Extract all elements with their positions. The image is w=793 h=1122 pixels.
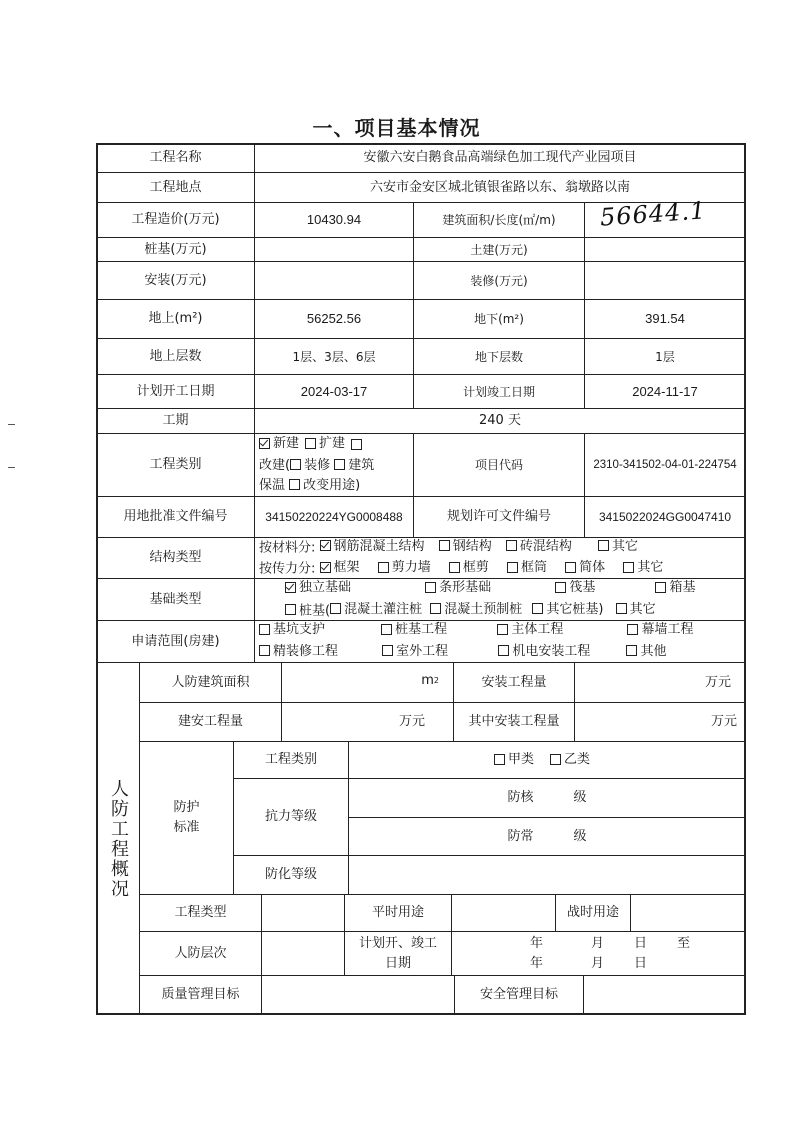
cd-type-a-option[interactable]: 甲类 xyxy=(494,750,534,770)
floors-above-label: 地上层数 xyxy=(96,338,255,375)
category-decor-label: 装修 xyxy=(304,457,331,473)
struct-steel-option[interactable]: 钢结构 xyxy=(439,537,492,557)
land-label: 用地批准文件编号 xyxy=(96,496,255,538)
pile-value xyxy=(254,237,414,262)
checkbox-icon[interactable] xyxy=(565,562,576,573)
cd-layers-label: 人防层次 xyxy=(139,931,262,976)
category-insul-label-a: 建筑 xyxy=(348,457,375,473)
cd-protect-label: 防护 标准 xyxy=(139,741,234,895)
civil-label: 土建(万元) xyxy=(413,237,585,262)
page-title: 一、项目基本情况 xyxy=(312,116,481,140)
struct-force-prefix: 按传力分: xyxy=(259,561,316,577)
floors-below-label: 地下层数 xyxy=(413,338,585,375)
checkbox-icon[interactable] xyxy=(506,540,517,551)
handwritten-area: 56644.1 xyxy=(599,196,708,232)
above-value: 56252.56 xyxy=(254,299,414,339)
pile-label: 桩基(万元) xyxy=(96,237,255,262)
scope-other-option[interactable]: 其他 xyxy=(626,642,666,662)
cd-peace-use-value xyxy=(451,894,556,932)
cost-label: 工程造价(万元) xyxy=(96,202,255,238)
found-options xyxy=(254,578,746,621)
cd-sub-install-unit: 万元 xyxy=(574,702,746,742)
cd-chem-value xyxy=(348,855,746,895)
checkbox-checked-icon[interactable] xyxy=(320,562,331,573)
checkbox-icon[interactable] xyxy=(532,603,543,614)
checkbox-icon[interactable] xyxy=(382,645,393,656)
margin-mark xyxy=(8,424,15,425)
checkbox-icon[interactable] xyxy=(555,582,566,593)
checkbox-icon[interactable] xyxy=(289,479,300,490)
category-expand-option[interactable]: 扩建 xyxy=(305,434,345,454)
found-precast-option[interactable]: 混凝土预制桩 xyxy=(430,600,522,620)
code-value: 2310-341502-04-01-224754 xyxy=(584,433,746,497)
checkbox-icon[interactable] xyxy=(430,603,441,614)
cd-type-options xyxy=(348,741,746,779)
category-insul-label-b: 保温 xyxy=(259,477,286,493)
checkbox-icon[interactable] xyxy=(285,604,296,615)
plan-label: 规划许可文件编号 xyxy=(413,496,585,538)
cd-nuclear-unit: 级 xyxy=(573,790,587,805)
checkbox-icon[interactable] xyxy=(497,624,508,635)
struct-tube-option[interactable]: 简体 xyxy=(565,558,605,578)
end-value: 2024-11-17 xyxy=(584,374,746,409)
cd-build-label: 建安工程量 xyxy=(139,702,282,742)
cd-quality-value xyxy=(261,975,455,1015)
start-label: 计划开工日期 xyxy=(96,374,255,409)
cd-type-b-option[interactable]: 乙类 xyxy=(550,750,590,770)
name-label: 工程名称 xyxy=(96,143,255,173)
site-label: 工程地点 xyxy=(96,172,255,203)
found-raft-option[interactable]: 筏基 xyxy=(555,578,595,598)
checkbox-icon[interactable] xyxy=(449,562,460,573)
checkbox-icon[interactable] xyxy=(498,645,509,656)
found-otherpile-option[interactable]: 其它桩基) xyxy=(532,600,603,620)
cd-safety-label: 安全管理目标 xyxy=(454,975,584,1015)
category-reno-label: 改建( xyxy=(259,457,291,473)
category-label: 工程类别 xyxy=(96,433,255,497)
category-options xyxy=(254,433,414,497)
struct-frame-option[interactable]: 框架 xyxy=(320,558,360,578)
checkbox-checked-icon[interactable] xyxy=(259,438,270,449)
floors-below-value: 1层 xyxy=(584,338,746,375)
install-value xyxy=(254,261,414,300)
checkbox-icon[interactable] xyxy=(351,439,362,450)
struct-shearwall-option[interactable]: 剪力墙 xyxy=(378,558,431,578)
code-label: 项目代码 xyxy=(413,433,585,497)
decor-value xyxy=(584,261,746,300)
scope-finish-option[interactable]: 精装修工程 xyxy=(259,642,338,662)
scope-options xyxy=(254,620,746,663)
cd-war-use-value xyxy=(630,894,746,932)
land-value: 34150220224YG0008488 xyxy=(254,496,414,538)
cd-proj-type-value xyxy=(261,894,345,932)
found-cast-option[interactable]: 混凝土灌注桩 xyxy=(330,600,422,620)
checkbox-icon[interactable] xyxy=(381,624,392,635)
cd-nuclear-label: 防核 xyxy=(507,790,534,805)
checkbox-icon[interactable] xyxy=(378,562,389,573)
checkbox-icon[interactable] xyxy=(259,624,270,635)
start-value: 2024-03-17 xyxy=(254,374,414,409)
cost-value: 10430.94 xyxy=(254,202,414,238)
cd-resist-label: 抗力等级 xyxy=(233,778,349,856)
cd-nuclear-row xyxy=(348,778,746,818)
found-isolated-option[interactable]: 独立基础 xyxy=(285,578,351,598)
struct-frameshear-option[interactable]: 框剪 xyxy=(449,558,489,578)
cd-build-unit: 万元 xyxy=(281,702,454,742)
checkbox-icon[interactable] xyxy=(627,624,638,635)
install-label: 安装(万元) xyxy=(96,261,255,300)
scope-outdoor-option[interactable]: 室外工程 xyxy=(382,642,448,662)
scope-label: 申请范围(房建) xyxy=(96,620,255,663)
scope-mep-option[interactable]: 机电安装工程 xyxy=(498,642,590,662)
checkbox-icon[interactable] xyxy=(334,459,345,470)
category-new-option[interactable]: 新建 xyxy=(259,434,299,454)
checkbox-icon[interactable] xyxy=(290,459,301,470)
cd-type-label: 工程类别 xyxy=(233,741,349,779)
struct-other-option[interactable]: 其它 xyxy=(598,537,638,557)
name-value: 安徽六安白鹅食品高端绿色加工现代产业园项目 xyxy=(254,143,746,173)
cd-area-unit: m 2 xyxy=(281,662,454,703)
found-pile-label: 桩基( xyxy=(299,603,331,618)
checkbox-icon[interactable] xyxy=(507,562,518,573)
struct-material-prefix: 按材料分: xyxy=(259,540,316,555)
cd-install-label: 安装工程量 xyxy=(453,662,575,703)
struct-label: 结构类型 xyxy=(96,537,255,579)
end-label: 计划竣工日期 xyxy=(413,374,585,409)
checkbox-icon[interactable] xyxy=(330,603,341,614)
cd-safety-value xyxy=(583,975,746,1015)
found-strip-option[interactable]: 条形基础 xyxy=(425,578,491,598)
cd-conventional-unit: 级 xyxy=(573,828,587,844)
cd-layers-value xyxy=(261,931,345,976)
scope-curtain-option[interactable]: 幕墙工程 xyxy=(627,620,693,640)
period-label: 工期 xyxy=(96,408,255,434)
cd-conventional-row xyxy=(348,817,746,856)
margin-mark xyxy=(8,467,15,468)
cd-quality-label: 质量管理目标 xyxy=(139,975,262,1015)
below-label: 地下(m²) xyxy=(413,299,585,339)
scope-pile-option[interactable]: 桩基工程 xyxy=(381,620,447,640)
checkbox-icon[interactable] xyxy=(655,582,666,593)
struct-options xyxy=(254,537,746,579)
cd-install-unit: 万元 xyxy=(574,662,746,703)
site-value: 六安市金安区城北镇银雀路以东、翁墩路以南 xyxy=(254,172,746,203)
found-label: 基础类型 xyxy=(96,578,255,621)
found-box-option[interactable]: 箱基 xyxy=(655,578,695,598)
civil-defense-section-label: 人防工程概况 xyxy=(96,662,140,1015)
below-value: 391.54 xyxy=(584,299,746,339)
cd-conventional-label: 防常 xyxy=(507,828,534,844)
struct-force-other-option[interactable]: 其它 xyxy=(623,558,663,578)
cd-sub-install-label: 其中安装工程量 xyxy=(453,702,575,742)
cd-war-use-label: 战时用途 xyxy=(555,894,631,932)
checkbox-icon[interactable] xyxy=(259,645,270,656)
checkbox-icon[interactable] xyxy=(425,582,436,593)
checkbox-icon[interactable] xyxy=(626,645,637,656)
scope-main-option[interactable]: 主体工程 xyxy=(497,620,563,640)
scope-excavation-option[interactable]: 基坑支护 xyxy=(259,620,325,640)
checkbox-icon[interactable] xyxy=(598,540,609,551)
checkbox-icon[interactable] xyxy=(623,562,634,573)
checkbox-icon[interactable] xyxy=(439,540,450,551)
cd-chem-label: 防化等级 xyxy=(233,855,349,895)
struct-brick-option[interactable]: 砖混结构 xyxy=(506,537,572,557)
above-label: 地上(m²) xyxy=(96,299,255,339)
checkbox-icon[interactable] xyxy=(616,603,627,614)
decor-label: 装修(万元) xyxy=(413,261,585,300)
checkbox-icon[interactable] xyxy=(494,754,505,765)
floors-above-value: 1层、3层、6层 xyxy=(254,338,414,375)
checkbox-icon[interactable] xyxy=(550,754,561,765)
civil-value xyxy=(584,237,746,262)
found-other-option[interactable]: 其它 xyxy=(616,600,656,620)
cd-dates-label: 计划开、竣工 日期 xyxy=(344,931,452,976)
cd-peace-use-label: 平时用途 xyxy=(344,894,452,932)
plan-value: 3415022024GG0047410 xyxy=(584,496,746,538)
period-value: 240 天 xyxy=(254,408,746,434)
struct-rc-option[interactable]: 钢筋混凝土结构 xyxy=(320,537,425,557)
cd-area-label: 人防建筑面积 xyxy=(139,662,282,703)
checkbox-checked-icon[interactable] xyxy=(285,582,296,593)
area-label: 建筑面积/长度(㎡/m) xyxy=(413,202,585,238)
struct-frametube-option[interactable]: 框筒 xyxy=(507,558,547,578)
checkbox-icon[interactable] xyxy=(305,438,316,449)
cd-dates-value: 年 月 日 至 年 月 日 xyxy=(451,931,746,976)
checkbox-checked-icon[interactable] xyxy=(320,540,331,551)
cd-proj-type-label: 工程类型 xyxy=(139,894,262,932)
category-change-label: 改变用途) xyxy=(303,477,361,493)
